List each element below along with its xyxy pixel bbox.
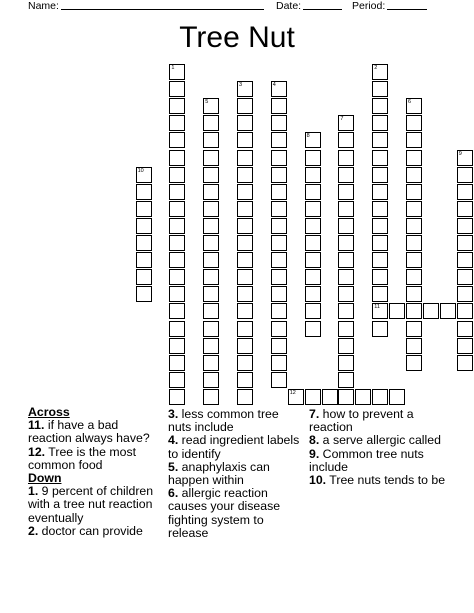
clue-item bbox=[309, 448, 446, 474]
grid-cell[interactable] bbox=[406, 235, 422, 251]
grid-cell[interactable] bbox=[372, 303, 388, 319]
grid-cell[interactable] bbox=[372, 64, 388, 80]
clue-column-1 bbox=[28, 406, 163, 538]
grid-cell[interactable] bbox=[372, 321, 388, 337]
grid-cell[interactable] bbox=[305, 269, 321, 285]
grid-cell[interactable] bbox=[271, 201, 287, 217]
grid-cell[interactable] bbox=[406, 201, 422, 217]
grid-cell[interactable] bbox=[305, 252, 321, 268]
grid-cell[interactable] bbox=[169, 98, 185, 114]
grid-cell[interactable] bbox=[237, 115, 253, 131]
grid-cell[interactable] bbox=[423, 303, 439, 319]
clue-number: 12 bbox=[289, 389, 296, 396]
grid-cell[interactable] bbox=[237, 303, 253, 319]
grid-cell[interactable] bbox=[355, 389, 371, 405]
grid-cell[interactable] bbox=[271, 286, 287, 302]
clue-text: Common tree nuts include bbox=[309, 446, 424, 474]
down-heading: Down bbox=[28, 471, 62, 486]
grid-cell[interactable] bbox=[169, 389, 185, 405]
grid-cell[interactable] bbox=[203, 98, 219, 114]
grid-cell[interactable] bbox=[169, 64, 185, 80]
grid-cell[interactable] bbox=[237, 81, 253, 97]
grid-cell[interactable] bbox=[372, 115, 388, 131]
grid-cell[interactable] bbox=[406, 269, 422, 285]
grid-cell[interactable] bbox=[169, 252, 185, 268]
clue-text: how to prevent a reaction bbox=[309, 407, 414, 435]
clue-number-label: 4. bbox=[168, 433, 179, 448]
clue-item bbox=[28, 485, 163, 525]
grid-cell[interactable] bbox=[338, 303, 354, 319]
grid-cell[interactable] bbox=[457, 150, 473, 166]
grid-cell[interactable] bbox=[203, 355, 219, 371]
clue-number-label: 8. bbox=[309, 433, 320, 448]
period-label: Period: bbox=[352, 0, 386, 12]
grid-cell[interactable] bbox=[406, 167, 422, 183]
grid-cell[interactable] bbox=[203, 218, 219, 234]
grid-cell[interactable] bbox=[406, 115, 422, 131]
name-label: Name: bbox=[28, 0, 59, 12]
grid-cell[interactable] bbox=[338, 150, 354, 166]
grid-cell[interactable] bbox=[136, 184, 152, 200]
grid-cell[interactable] bbox=[271, 150, 287, 166]
grid-cell[interactable] bbox=[305, 235, 321, 251]
grid-cell[interactable] bbox=[169, 338, 185, 354]
grid-cell[interactable] bbox=[237, 201, 253, 217]
grid-cell[interactable] bbox=[203, 338, 219, 354]
grid-cell[interactable] bbox=[203, 269, 219, 285]
grid-cell[interactable] bbox=[203, 201, 219, 217]
clue-number: 3 bbox=[239, 82, 243, 89]
grid-cell[interactable] bbox=[169, 321, 185, 337]
clue-text: less common tree nuts include bbox=[168, 407, 279, 435]
grid-cell[interactable] bbox=[372, 167, 388, 183]
grid-cell[interactable] bbox=[305, 184, 321, 200]
clue-text: Tree nuts tends to be bbox=[326, 473, 446, 488]
grid-cell[interactable] bbox=[372, 218, 388, 234]
grid-cell[interactable] bbox=[271, 218, 287, 234]
clue-text: 9 percent of children with a tree nut reaction eventually bbox=[28, 484, 154, 525]
grid-cell[interactable] bbox=[406, 98, 422, 114]
grid-cell[interactable] bbox=[457, 235, 473, 251]
clue-item bbox=[28, 419, 163, 445]
clue-number: 10 bbox=[137, 167, 144, 174]
grid-cell[interactable] bbox=[457, 321, 473, 337]
grid-cell[interactable] bbox=[169, 150, 185, 166]
grid-cell[interactable] bbox=[406, 252, 422, 268]
grid-cell[interactable] bbox=[305, 132, 321, 148]
grid-cell[interactable] bbox=[237, 132, 253, 148]
grid-cell[interactable] bbox=[372, 235, 388, 251]
grid-cell[interactable] bbox=[203, 321, 219, 337]
clue-number: 4 bbox=[272, 82, 276, 89]
grid-cell[interactable] bbox=[271, 338, 287, 354]
clue-item bbox=[168, 408, 300, 434]
clue-number: 1 bbox=[171, 65, 175, 71]
clue-number-label: 7. bbox=[309, 407, 320, 421]
grid-cell[interactable] bbox=[203, 389, 219, 405]
grid-cell[interactable] bbox=[169, 218, 185, 234]
grid-cell[interactable] bbox=[237, 389, 253, 405]
grid-cell[interactable] bbox=[136, 201, 152, 217]
clue-column-2 bbox=[168, 408, 300, 540]
grid-cell[interactable] bbox=[457, 252, 473, 268]
grid-cell[interactable] bbox=[203, 115, 219, 131]
grid-cell[interactable] bbox=[322, 389, 338, 405]
grid-cell[interactable] bbox=[203, 184, 219, 200]
grid-cell[interactable] bbox=[406, 355, 422, 371]
grid-cell[interactable] bbox=[271, 303, 287, 319]
clue-text: if have a bad reaction always have? bbox=[28, 418, 150, 446]
grid-cell[interactable] bbox=[406, 150, 422, 166]
grid-cell[interactable] bbox=[288, 389, 304, 405]
grid-cell[interactable] bbox=[136, 235, 152, 251]
grid-cell[interactable] bbox=[237, 286, 253, 302]
grid-cell[interactable] bbox=[457, 184, 473, 200]
grid-cell[interactable] bbox=[169, 115, 185, 131]
grid-cell[interactable] bbox=[237, 184, 253, 200]
grid-cell[interactable] bbox=[372, 269, 388, 285]
grid-cell[interactable] bbox=[203, 132, 219, 148]
grid-cell[interactable] bbox=[237, 269, 253, 285]
grid-cell[interactable] bbox=[136, 286, 152, 302]
grid-cell[interactable] bbox=[271, 235, 287, 251]
clue-number-label: 2. bbox=[28, 523, 39, 538]
clue-number: 2 bbox=[374, 65, 378, 71]
grid-cell[interactable] bbox=[338, 355, 354, 371]
grid-cell[interactable] bbox=[136, 167, 152, 183]
clue-number-label: 5. bbox=[168, 459, 179, 474]
grid-cell[interactable] bbox=[372, 286, 388, 302]
clue-number-label: 10. bbox=[309, 473, 327, 488]
grid-cell[interactable] bbox=[372, 201, 388, 217]
grid-cell[interactable] bbox=[203, 303, 219, 319]
grid-cell[interactable] bbox=[169, 235, 185, 251]
grid-cell[interactable] bbox=[305, 218, 321, 234]
grid-cell[interactable] bbox=[237, 372, 253, 388]
grid-cell[interactable] bbox=[338, 167, 354, 183]
grid-cell[interactable] bbox=[271, 321, 287, 337]
clue-text: read ingredient labels to identify bbox=[168, 433, 300, 461]
grid-cell[interactable] bbox=[338, 184, 354, 200]
grid-cell[interactable] bbox=[406, 286, 422, 302]
grid-cell[interactable] bbox=[271, 269, 287, 285]
date-label: Date: bbox=[276, 0, 302, 12]
clue-number-label: 12. bbox=[28, 444, 46, 459]
grid-cell[interactable] bbox=[169, 167, 185, 183]
grid-cell[interactable] bbox=[136, 269, 152, 285]
grid-cell[interactable] bbox=[338, 115, 354, 131]
grid-cell[interactable] bbox=[338, 218, 354, 234]
grid-cell[interactable] bbox=[406, 321, 422, 337]
grid-cell[interactable] bbox=[169, 355, 185, 371]
grid-cell[interactable] bbox=[271, 132, 287, 148]
grid-cell[interactable] bbox=[271, 167, 287, 183]
grid-cell[interactable] bbox=[338, 321, 354, 337]
clue-item bbox=[309, 408, 446, 434]
grid-cell[interactable] bbox=[389, 389, 405, 405]
page-title: Tree Nut bbox=[179, 21, 295, 54]
clue-item bbox=[28, 525, 163, 538]
grid-cell[interactable] bbox=[338, 286, 354, 302]
grid-cell[interactable] bbox=[169, 132, 185, 148]
clue-text: Tree is the most common food bbox=[28, 444, 137, 472]
grid-cell[interactable] bbox=[136, 252, 152, 268]
clue-item bbox=[28, 446, 163, 472]
clue-item bbox=[309, 474, 446, 487]
grid-cell[interactable] bbox=[457, 167, 473, 183]
clue-item bbox=[168, 461, 300, 487]
grid-cell[interactable] bbox=[305, 150, 321, 166]
grid-cell[interactable] bbox=[338, 269, 354, 285]
grid-cell[interactable] bbox=[271, 252, 287, 268]
grid-cell[interactable] bbox=[440, 303, 456, 319]
grid-cell[interactable] bbox=[457, 218, 473, 234]
clue-text: anaphylaxis can happen within bbox=[168, 459, 270, 488]
clue-text: doctor can provide bbox=[38, 523, 143, 538]
grid-cell[interactable] bbox=[406, 132, 422, 148]
grid-cell[interactable] bbox=[305, 201, 321, 217]
clue-item bbox=[168, 434, 300, 460]
grid-cell[interactable] bbox=[372, 132, 388, 148]
grid-cell[interactable] bbox=[406, 338, 422, 354]
grid-cell[interactable] bbox=[237, 218, 253, 234]
clue-number: 6 bbox=[408, 99, 412, 106]
grid-cell[interactable] bbox=[457, 355, 473, 371]
grid-cell[interactable] bbox=[406, 303, 422, 319]
grid-cell[interactable] bbox=[237, 167, 253, 183]
clue-text: a serve allergic called bbox=[319, 433, 441, 448]
clue-number: 8 bbox=[306, 133, 310, 140]
clue-number: 11 bbox=[374, 304, 380, 311]
grid-cell[interactable] bbox=[271, 81, 287, 97]
grid-cell[interactable] bbox=[237, 355, 253, 371]
grid-cell[interactable] bbox=[372, 150, 388, 166]
grid-cell[interactable] bbox=[389, 303, 405, 319]
grid-cell[interactable] bbox=[305, 167, 321, 183]
grid-cell[interactable] bbox=[136, 218, 152, 234]
grid-cell[interactable] bbox=[406, 218, 422, 234]
grid-cell[interactable] bbox=[338, 372, 354, 388]
clue-number-label: 11. bbox=[28, 418, 45, 433]
grid-cell[interactable] bbox=[338, 235, 354, 251]
grid-cell[interactable] bbox=[338, 201, 354, 217]
grid-cell[interactable] bbox=[305, 303, 321, 319]
grid-cell[interactable] bbox=[169, 201, 185, 217]
grid-cell[interactable] bbox=[271, 98, 287, 114]
grid-cell[interactable] bbox=[203, 372, 219, 388]
grid-cell[interactable] bbox=[169, 286, 185, 302]
grid-cell[interactable] bbox=[237, 321, 253, 337]
grid-cell[interactable] bbox=[203, 252, 219, 268]
clue-number: 7 bbox=[340, 116, 344, 123]
grid-cell[interactable] bbox=[203, 167, 219, 183]
grid-cell[interactable] bbox=[372, 98, 388, 114]
grid-cell[interactable] bbox=[237, 98, 253, 114]
grid-cell[interactable] bbox=[203, 150, 219, 166]
grid-cell[interactable] bbox=[169, 303, 185, 319]
grid-cell[interactable] bbox=[338, 132, 354, 148]
grid-cell[interactable] bbox=[338, 389, 354, 405]
grid-cell[interactable] bbox=[305, 321, 321, 337]
grid-cell[interactable] bbox=[271, 115, 287, 131]
grid-cell[interactable] bbox=[457, 303, 473, 319]
clue-number-label: 3. bbox=[168, 407, 179, 421]
grid-cell[interactable] bbox=[237, 235, 253, 251]
grid-cell[interactable] bbox=[305, 389, 321, 405]
grid-cell[interactable] bbox=[237, 338, 253, 354]
grid-cell[interactable] bbox=[271, 372, 287, 388]
grid-cell[interactable] bbox=[169, 184, 185, 200]
grid-cell[interactable] bbox=[372, 389, 388, 405]
grid-cell[interactable] bbox=[457, 269, 473, 285]
grid-cell[interactable] bbox=[237, 150, 253, 166]
grid-cell[interactable] bbox=[406, 184, 422, 200]
clue-item bbox=[168, 487, 300, 540]
clue-number: 9 bbox=[458, 150, 462, 157]
grid-cell[interactable] bbox=[305, 286, 321, 302]
grid-cell[interactable] bbox=[271, 355, 287, 371]
clue-number: 5 bbox=[205, 99, 209, 106]
grid-cell[interactable] bbox=[457, 338, 473, 354]
grid-cell[interactable] bbox=[237, 252, 253, 268]
grid-cell[interactable] bbox=[338, 338, 354, 354]
grid-cell[interactable] bbox=[169, 81, 185, 97]
grid-cell[interactable] bbox=[271, 184, 287, 200]
grid-cell[interactable] bbox=[169, 269, 185, 285]
grid-cell[interactable] bbox=[203, 235, 219, 251]
clue-number-label: 9. bbox=[309, 446, 320, 461]
grid-cell[interactable] bbox=[457, 201, 473, 217]
grid-cell[interactable] bbox=[203, 286, 219, 302]
grid-cell[interactable] bbox=[338, 252, 354, 268]
clue-column-3 bbox=[309, 408, 446, 487]
across-heading: Across bbox=[28, 405, 70, 419]
clue-text: allergic reaction causes your disease fighting system to release bbox=[168, 486, 281, 540]
grid-cell[interactable] bbox=[372, 252, 388, 268]
grid-cell[interactable] bbox=[169, 372, 185, 388]
clue-number-label: 6. bbox=[168, 486, 179, 501]
clue-number-label: 1. bbox=[28, 484, 39, 499]
grid-cell[interactable] bbox=[372, 81, 388, 97]
grid-cell[interactable] bbox=[372, 184, 388, 200]
grid-cell[interactable] bbox=[457, 286, 473, 302]
